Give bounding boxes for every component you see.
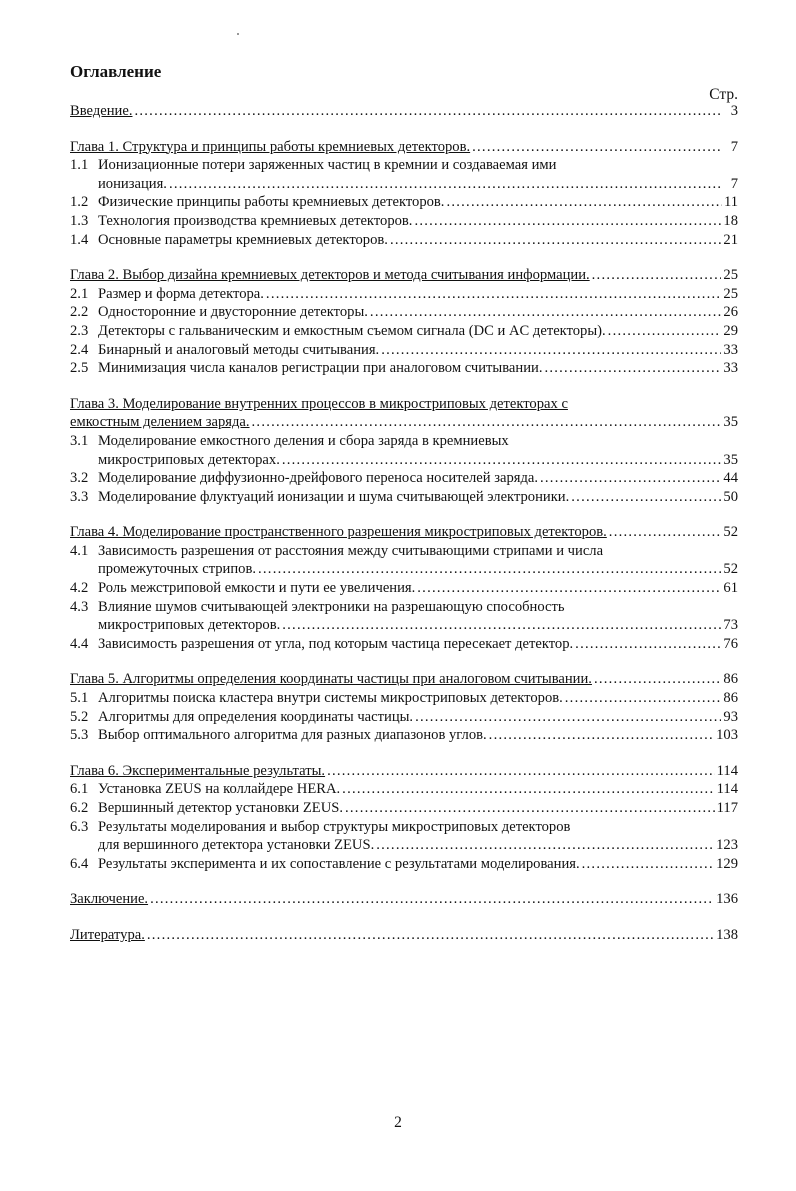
section-number: 1.2 [70,194,89,211]
toc-entry-text: Моделирование емкостного деления и сбора заряда в кремниевых [98,432,509,449]
toc-page-number: 7 [730,138,738,155]
leader-dots [169,175,722,194]
toc-page-number: 35 [723,414,738,431]
toc-page-number: 50 [723,488,738,505]
toc-page-number: 93 [723,708,738,725]
leader-dots [489,726,714,745]
toc-page-number: 29 [723,322,738,339]
toc-section[interactable] [70,726,738,745]
toc-entry-text: Технология производства кремниевых детекторов. [98,212,413,229]
section-number: 6.4 [70,855,89,872]
toc-section[interactable] [70,285,738,304]
toc-chapter-heading[interactable] [70,523,738,542]
toc-entry-text: микростриповых детекторах. [98,451,280,468]
leader-dots [134,102,722,121]
toc-entry-text: Глава 2. Выбор дизайна кремниевых детекторов и метода считывания информации. [70,267,590,284]
toc-entry-text: Алгоритмы поиска кластера внутри системы микростриповых детекторов. [98,690,563,707]
toc-page-number: 35 [723,451,738,468]
toc-section[interactable] [70,598,738,617]
toc-entry-text: Установка ZEUS на коллайдере HERA. [98,781,341,798]
toc-chapter-heading[interactable] [70,670,738,689]
toc-chapter-heading[interactable] [70,266,738,285]
section-number: 6.1 [70,781,89,798]
section-number: 5.2 [70,708,89,725]
toc-page-number: 25 [723,267,738,284]
toc-section[interactable] [70,469,738,488]
section-number: 2.1 [70,285,89,302]
toc-section[interactable] [70,359,738,378]
toc-section-continuation[interactable] [70,616,738,635]
leader-dots [282,616,721,635]
leader-dots [381,341,721,360]
leader-dots [327,762,715,781]
table-of-contents [70,102,738,945]
toc-entry-text: Размер и форма детектора. [98,285,264,302]
section-number: 3.1 [70,432,89,449]
toc-section-continuation[interactable] [70,560,738,579]
toc-page-number: 138 [716,926,738,943]
toc-entry-text: Литература. [70,926,145,943]
toc-section[interactable] [70,432,738,451]
leader-dots [608,322,722,341]
toc-entry-text: ионизация. [98,175,167,192]
toc-chapter-heading[interactable] [70,762,738,781]
scan-speck [237,33,239,35]
toc-entry-text: микростриповых детекторов. [98,617,281,634]
leader-dots [252,413,722,432]
toc-entry-text: Моделирование флуктуаций ионизации и шума считывающей электроники. [98,488,570,505]
toc-section[interactable] [70,855,738,874]
toc-entry-text: Моделирование диффузионно-дрейфового переноса носителей заряда. [98,470,539,487]
toc-page-number: 21 [723,231,738,248]
toc-section[interactable] [70,708,738,727]
toc-section[interactable] [70,212,738,231]
toc-page-number: 61 [723,580,738,597]
toc-entry-text: Алгоритмы для определения координаты частицы. [98,708,414,725]
toc-section[interactable] [70,488,738,507]
toc-page-number: 114 [716,781,738,798]
toc-section[interactable] [70,322,738,341]
leader-dots [266,285,721,304]
toc-page-number: 7 [730,175,738,192]
toc-entry-text: Заключение. [70,891,149,908]
page-column-label: Стр. [709,86,738,103]
leader-dots [414,212,721,231]
toc-section[interactable] [70,635,738,654]
toc-section[interactable] [70,156,738,175]
toc-chapter-heading[interactable] [70,138,738,157]
leader-dots [150,890,714,909]
toc-entry-text: для вершинного детектора установки ZEUS. [98,837,375,854]
leader-dots [345,799,715,818]
leader-dots [282,451,722,470]
toc-section-continuation[interactable] [70,836,738,855]
section-number: 6.3 [70,818,89,835]
toc-section[interactable] [70,231,738,250]
toc-entry-text: Глава 3. Моделирование внутренних процессов в микростриповых детекторах с [70,395,568,412]
leader-dots [582,855,714,874]
toc-section[interactable] [70,799,738,818]
section-number: 5.3 [70,727,89,744]
leader-dots [575,635,721,654]
leader-dots [370,303,721,322]
toc-chapter-heading[interactable] [70,395,738,414]
toc-entry-text: Влияние шумов считывающей электроники на разрешающую способность [98,598,565,615]
toc-chapter-heading-continuation[interactable] [70,413,738,432]
toc-entry-text: Глава 1. Структура и принципы работы кремниевых детекторов. [70,138,471,155]
leader-dots [390,231,721,250]
toc-page-number: 11 [723,194,738,211]
toc-entry-text: Глава 5. Алгоритмы определения координаты частицы при аналоговом считывании. [70,671,592,688]
toc-entry-text: Выбор оптимального алгоритма для разных диапазонов углов. [98,727,487,744]
toc-page-number: 33 [723,341,738,358]
section-number: 2.3 [70,322,89,339]
toc-section[interactable] [70,193,738,212]
toc-entry-text: Минимизация числа каналов регистрации при аналоговом считывании. [98,360,543,377]
toc-entry-text: Односторонние и двусторонние детекторы. [98,304,368,321]
leader-dots [540,469,721,488]
leader-dots [571,488,721,507]
leader-dots [147,926,714,945]
leader-dots [342,780,714,799]
page-title: Оглавление [70,62,162,81]
toc-entry-text: Введение. [70,103,133,119]
toc-entry-conclusion[interactable] [70,890,738,909]
section-number: 4.2 [70,580,89,597]
toc-entry-text: Глава 6. Экспериментальные результаты. [70,762,326,779]
toc-page-number: 103 [716,727,738,744]
toc-page-number: 18 [723,212,738,229]
toc-page-number: 33 [723,360,738,377]
leader-dots [472,138,722,157]
toc-page-number: 129 [716,855,738,872]
toc-page-number: 26 [723,304,738,321]
toc-entry-text: Роль межстриповой емкости и пути ее увеличения. [98,580,416,597]
toc-page-number: 114 [716,762,738,779]
section-number: 6.2 [70,800,89,816]
leader-dots [544,359,721,378]
toc-section[interactable] [70,689,738,708]
leader-dots [415,708,721,727]
section-number: 2.5 [70,360,89,377]
section-number: 3.3 [70,488,89,505]
toc-entry-text: Вершинный детектор установки ZEUS. [98,800,344,816]
section-number: 4.1 [70,542,89,559]
section-number: 2.4 [70,341,89,358]
leader-dots [417,579,721,598]
leader-dots [609,523,722,542]
toc-page-number: 52 [723,561,738,578]
section-number: 1.3 [70,212,89,229]
toc-page-number: 86 [723,671,738,688]
toc-section-continuation[interactable] [70,451,738,470]
leader-dots [594,670,721,689]
toc-section[interactable] [70,818,738,837]
section-number: 1.1 [70,157,89,174]
toc-section[interactable] [70,780,738,799]
toc-page-number: 73 [723,617,738,634]
toc-page-number: 52 [723,524,738,541]
toc-entry-literature[interactable] [70,926,738,945]
leader-dots [258,560,721,579]
toc-entry-text: Глава 4. Моделирование пространственного разрешения микростриповых детекторов. [70,524,607,541]
toc-entry-text: Зависимость разрешения от угла, под которым частица пересекает детектор. [98,635,574,652]
toc-entry-text: Основные параметры кремниевых детекторов. [98,231,388,248]
toc-section-continuation[interactable] [70,175,738,194]
toc-section[interactable] [70,542,738,561]
toc-entry-intro[interactable] [70,102,738,121]
toc-entry-text: Бинарный и аналоговый методы считывания. [98,341,380,358]
section-number: 5.1 [70,690,89,707]
toc-page-number: 136 [716,891,738,908]
toc-entry-text: емкостным делением заряда. [70,414,250,431]
toc-entry-text: Детекторы с гальваническим и емкостным съемом сигнала (DC и AC детекторы). [98,322,606,339]
toc-page-number: 44 [723,470,738,487]
toc-section[interactable] [70,341,738,360]
leader-dots [592,266,722,285]
toc-entry-text: Зависимость разрешения от расстояния между считывающими стрипами и числа [98,542,604,559]
section-number: 3.2 [70,470,89,487]
toc-entry-text: Ионизационные потери заряженных частиц в кремнии и создаваемая ими [98,157,557,174]
toc-section[interactable] [70,579,738,598]
leader-dots [376,836,714,855]
toc-entry-text: Физические принципы работы кремниевых детекторов. [98,194,445,211]
leader-dots [446,193,721,212]
toc-page-number: 76 [723,635,738,652]
toc-section[interactable] [70,303,738,322]
toc-entry-text: Результаты моделирования и выбор структуры микростриповых детекторов [98,818,571,835]
toc-page-number: 117 [716,800,738,816]
leader-dots [565,689,722,708]
section-number: 4.3 [70,598,89,615]
toc-page-number: 123 [716,837,738,854]
section-number: 4.4 [70,635,89,652]
page-number: 2 [394,1114,402,1131]
toc-page-number: 86 [723,690,738,707]
toc-entry-text: промежуточных стрипов. [98,561,257,578]
section-number: 1.4 [70,231,89,248]
toc-page-number: 25 [723,285,738,302]
section-number: 2.2 [70,304,89,321]
toc-entry-text: Результаты эксперимента и их сопоставление с результатами моделирования. [98,855,580,872]
toc-page-number: 3 [730,103,738,119]
